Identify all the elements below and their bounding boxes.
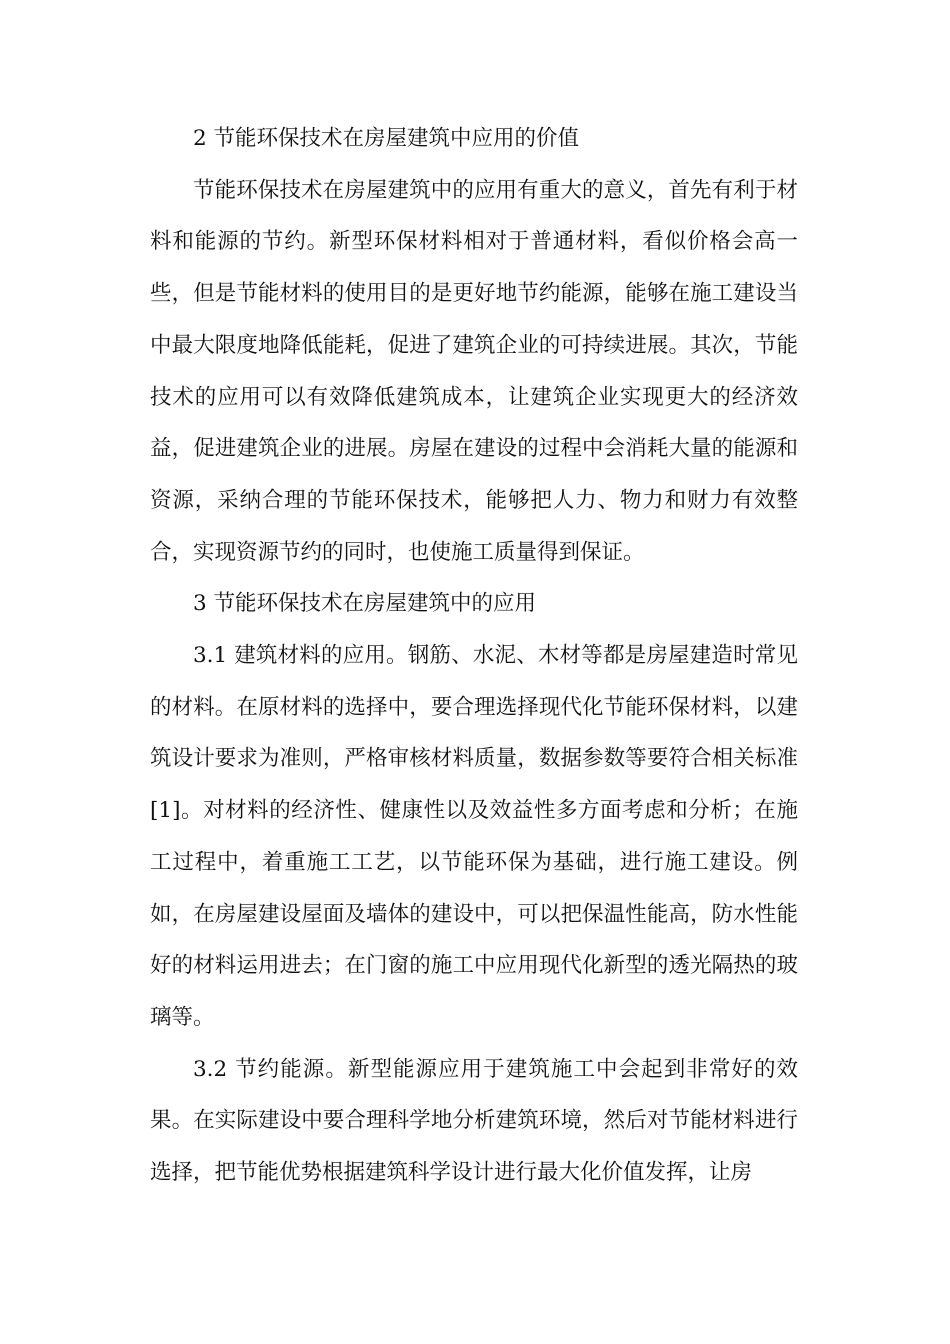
- paragraph-3-2-energy: 3.2 节约能源。新型能源应用于建筑施工中会起到非常好的效果。在实际建设中要合理科学地分析建筑环境，然后对节能材料进行选择，把节能优势根据建筑科学设计进行最大化价值发挥，让房: [150, 1056, 798, 1186]
- paragraph-value: 节能环保技术在房屋建筑中的应用有重大的意义，首先有利于材料和能源的节约。新型环保材料相对于普通材料，看似价格会高一些，但是节能材料的使用目的是更好地节约能源，能够在施工建设当中最大限度地降低能耗，促进了建筑企业的可持续进展。其次，节能技术的应用可以有效降低建筑成本，让建筑企业实现更大的经济效益，促进建筑企业的进展。房屋在建设的过程中会消耗大量的能源和资源，采纳合理的节能环保技术，能够把人力、物力和财力有效整合，实现资源节约的同时，也使施工质量得到保证。: [150, 177, 798, 565]
- section-heading-3: 3 节能环保技术在房屋建筑中的应用: [193, 591, 537, 617]
- paragraph-3-1-materials: 3.1 建筑材料的应用。钢筋、水泥、木材等都是房屋建造时常见的材料。在原材料的选择中，要合理选择现代化节能环保材料，以建筑设计要求为准则，严格审核材料质量，数据参数等要符合相关标准[1]。对材料的经济性、健康性以及效益性多方面考虑和分析；在施工过程中，着重施工工艺，以节能环保为基础，进行施工建设。例如，在房屋建设屋面及墙体的建设中，可以把保温性能高，防水性能好的材料运用进去；在门窗的施工中应用现代化新型的透光隔热的玻璃等。: [150, 643, 798, 1030]
- section-heading-2: 2 节能环保技术在房屋建筑中应用的价值: [193, 126, 580, 151]
- document-body: [150, 113, 798, 1199]
